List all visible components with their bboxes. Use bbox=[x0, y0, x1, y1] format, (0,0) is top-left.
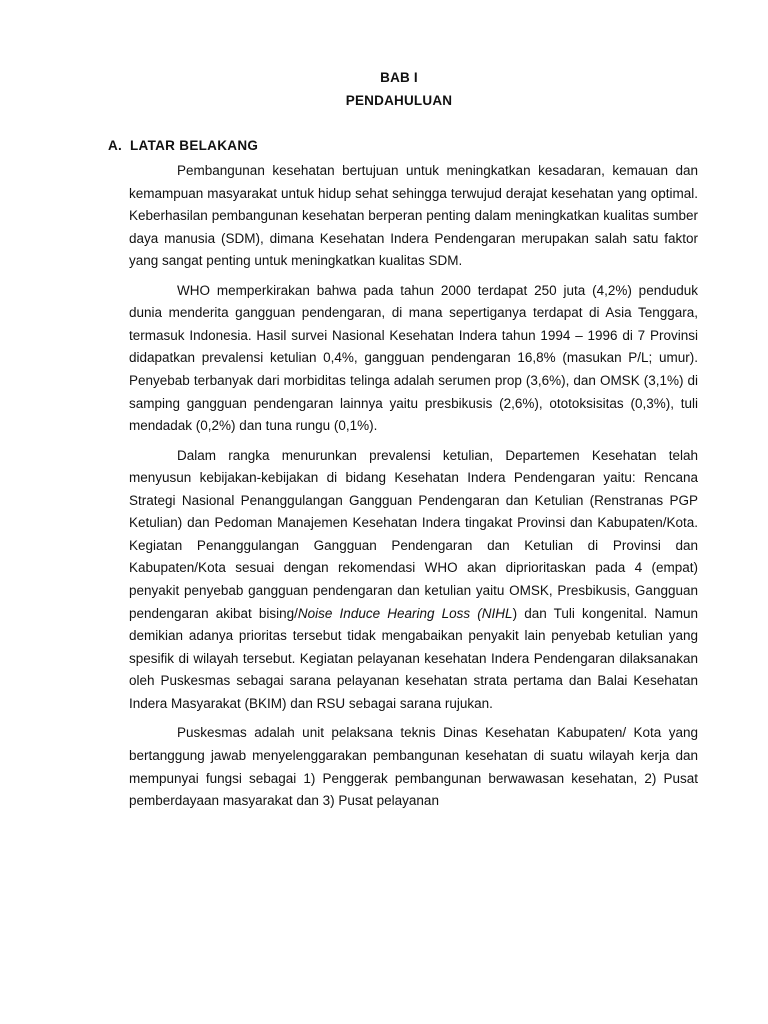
paragraph-4: Puskesmas adalah unit pelaksana teknis Dinas Kesehatan Kabupaten/ Kota yang bertanggung jawab menyelenggarakan pembangunan kesehatan di suatu wilayah kerja dan mempunyai fungsi sebagai 1) Penggerak pembangunan berwawasan kesehatan, 2) Pusat pemberdayaan masyarakat dan 3) Pusat pelayanan bbox=[129, 725, 698, 809]
body-text bbox=[129, 160, 698, 813]
paragraph-1: Pembangunan kesehatan bertujuan untuk meningkatkan kesadaran, kemauan dan kemampuan masyarakat untuk hidup sehat sehingga terwujud derajat kesehatan yang optimal. Keberhasilan pembangunan kesehatan berperan penting dalam meningkatkan kualitas sumber daya manusia (SDM), dimana Kesehatan Indera Pendengaran merupakan salah satu faktor yang sangat penting untuk meningkatkan kualitas SDM. bbox=[129, 163, 698, 269]
chapter-title: PENDAHULUAN bbox=[345, 93, 453, 108]
section-number: A. bbox=[108, 138, 123, 153]
paragraph-3-text-start: Dalam rangka menurunkan prevalensi ketulian, Departemen Kesehatan telah menyusun kebijakan-kebijakan di bidang Kesehatan Indera Pendengaran yaitu: Rencana Strategi Nasional Penanggulangan Gangguan Pendengaran dan Ketulian (Renstranas PGP Ketulian) dan Pedoman Manajemen Kesehatan Indera tingakat Provinsi dan Kabupaten/Kota. Kegiatan Penanggulangan Gangguan Pendengaran dan Ketulian di Provinsi dan Kabupaten/Kota sesuai dengan rekomendasi WHO akan diprioritaskan pada 4 (empat) penyakit penyebab gangguan pendengaran dan ketulian yaitu OMSK, Presbikusis, Gangguan pendengaran akibat bising/ bbox=[129, 447, 698, 621]
paragraph-2: WHO memperkirakan bahwa pada tahun 2000 terdapat 250 juta (4,2%) penduduk dunia menderita gangguan pendengaran, di mana sepertiganya terdapat di Asia Tenggara, termasuk Indonesia. Hasil survei Nasional Kesehatan Indera tahun 1994 – 1996 di 7 Provinsi didapatkan prevalensi ketulian 0,4%, gangguan pendengaran 16,8% (masukan P/L; umur). Penyebab terbanyak dari morbiditas telinga adalah serumen prop (3,6%), dan OMSK (3,1%) di samping gangguan pendengaran lainnya yaitu presbikusis (2,6%), ototoksisitas (0,3%), tuli mendadak (0,2%) dan tuna rungu (0,1%). bbox=[129, 282, 698, 434]
paragraph-3-text-end: ) dan Tuli kongenital. Namun demikian adanya prioritas tersebut tidak mengabaikan penyakit lain penyebab ketulian yang spesifik di wilayah tersebut. Kegiatan pelayanan kesehatan Indera Pendengaran dilaksanakan oleh Puskesmas sebagai sarana pelayanan kesehatan strata pertama dan Balai Kesehatan Indera Masyarakat (BKIM) dan RSU sebagai sarana rujukan. bbox=[129, 605, 698, 712]
section-heading bbox=[108, 138, 258, 153]
paragraph-3 bbox=[129, 445, 698, 716]
section-title: LATAR BELAKANG bbox=[130, 138, 259, 153]
paragraph-3-italic-term: Noise Induce Hearing Loss (NIHL bbox=[297, 605, 513, 621]
chapter-number: BAB I bbox=[380, 70, 418, 85]
